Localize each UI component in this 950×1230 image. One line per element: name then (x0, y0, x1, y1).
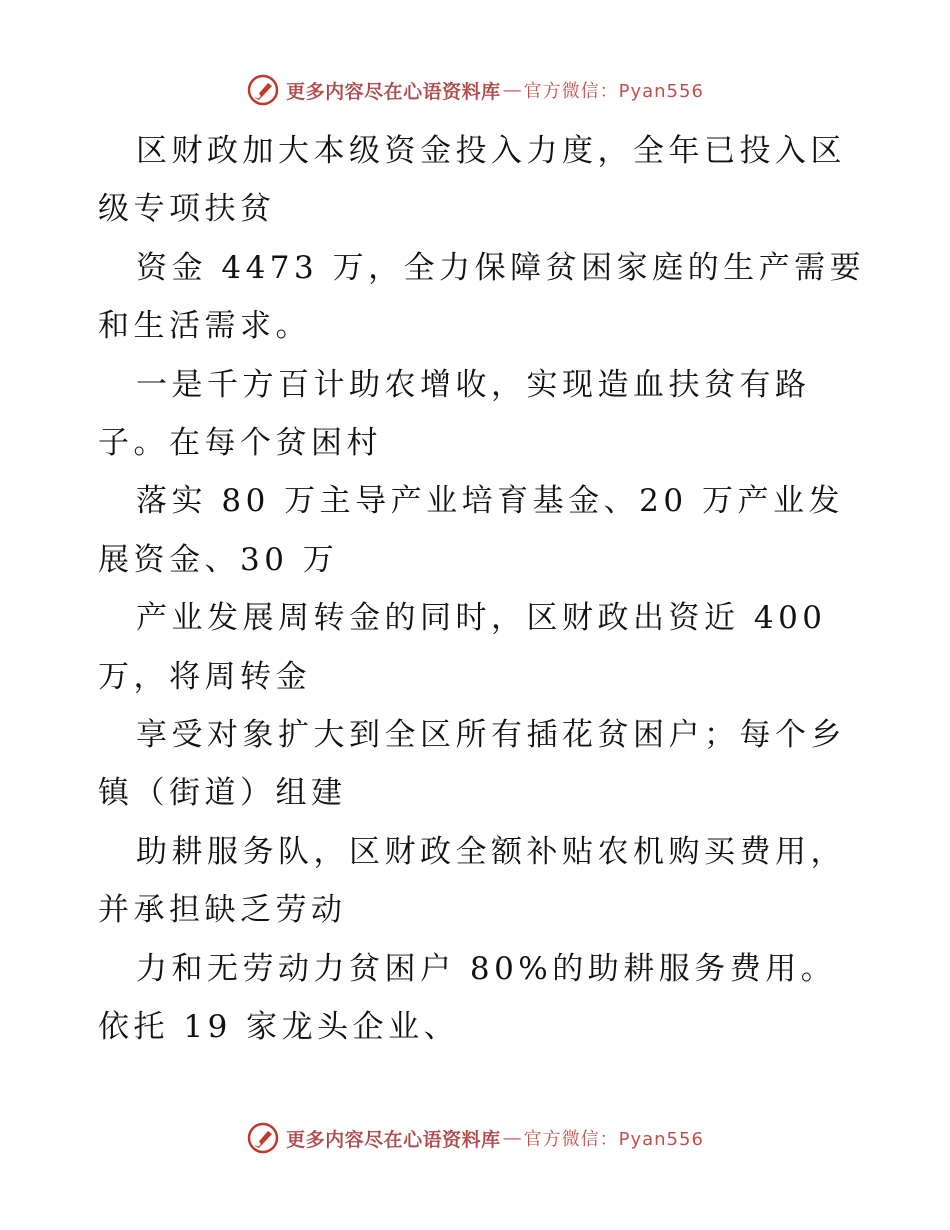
paragraph: 享受对象扩大到全区所有插花贫困户；每个乡镇（街道）组建 (98, 717, 846, 812)
footer-watermark (0, 1118, 950, 1158)
watermark-separator: — (502, 1127, 522, 1149)
watermark-main-text: 更多内容尽在心语资料库 (286, 80, 501, 103)
pen-logo-icon (246, 1121, 280, 1155)
pen-logo-icon (246, 73, 280, 107)
document-body (98, 122, 868, 1057)
watermark-separator: — (502, 79, 522, 101)
watermark-main-text: 更多内容尽在心语资料库 (286, 1128, 501, 1151)
paragraph: 产业发展周转金的同时，区财政出资近 400 万，将周转金 (98, 600, 841, 695)
paragraph: 落实 80 万主导产业培育基金、20 万产业发展资金、30 万 (98, 483, 844, 578)
header-watermark (0, 70, 950, 110)
paragraph: 力和无劳动力贫困户 80%的助耕服务费用。依托 19 家龙头企业、 (98, 950, 837, 1046)
paragraph: 助耕服务队，区财政全额补贴农机购买费用，并承担缺乏劳动 (98, 833, 846, 929)
watermark-sub-text: 官方微信：Pyan556 (523, 81, 704, 102)
paragraph: 资金 4473 万，全力保障贫困家庭的生产需要和生活需求。 (98, 249, 866, 345)
watermark-sub-text: 官方微信：Pyan556 (523, 1129, 704, 1150)
paragraph: 区财政加大本级资金投入力度，全年已投入区级专项扶贫 (98, 133, 846, 228)
paragraph: 一是千方百计助农增收，实现造血扶贫有路子。在每个贫困村 (98, 366, 811, 462)
